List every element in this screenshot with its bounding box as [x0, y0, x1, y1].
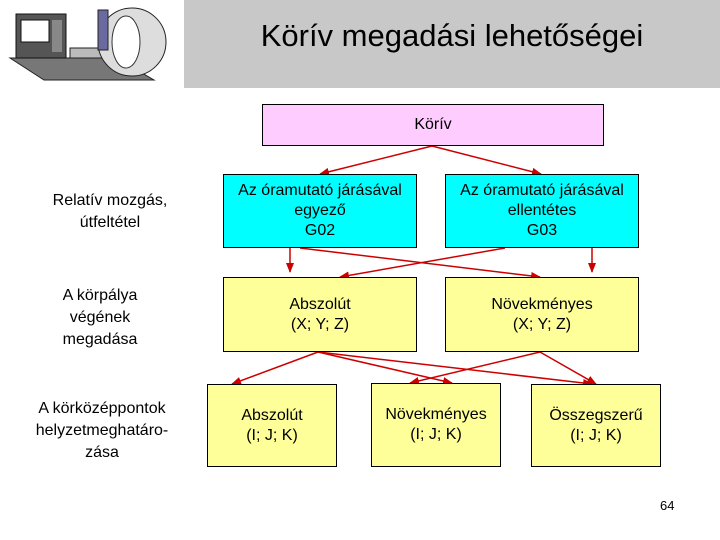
node-center-incremental — [371, 383, 501, 467]
page-title: Körív megadási lehetőségei — [260, 18, 644, 53]
side-label-row3-line3: zása — [85, 444, 119, 461]
arrow-inc-to-center-inc — [410, 352, 540, 383]
arrow-abs-to-center-abs — [232, 352, 318, 384]
side-label-row3-line1: A körközéppontok — [38, 400, 166, 417]
side-label-relative-motion — [10, 190, 210, 234]
root-node-koriv — [262, 104, 604, 146]
node-center-absolute-line2: (I; J; K) — [246, 426, 298, 444]
node-ccw-g03 — [445, 174, 639, 248]
node-ccw-code: G03 — [526, 222, 558, 239]
arrow-ccw-to-abs — [340, 248, 505, 277]
node-endpoint-incremental-line2: (X; Y; Z) — [512, 315, 572, 333]
side-label-row1-line2: útfeltétel — [79, 214, 141, 231]
node-ccw-line2: ellentétes — [507, 202, 577, 219]
node-center-summing-line1: Összegszerű — [549, 406, 643, 424]
node-endpoint-incremental — [445, 277, 639, 352]
node-center-incremental-line2: (I; J; K) — [410, 426, 462, 443]
page-number: 64 — [660, 498, 675, 513]
root-node-label: Körív — [414, 116, 452, 133]
node-endpoint-incremental-line1: Növekményes — [491, 295, 593, 313]
side-label-row2-line1: A körpálya — [62, 287, 138, 304]
node-endpoint-absolute — [223, 277, 417, 352]
side-label-center — [0, 398, 204, 464]
arrow-root-to-ccw — [432, 146, 541, 174]
node-center-absolute-line1: Abszolút — [241, 406, 303, 424]
node-cw-g02 — [223, 174, 417, 248]
side-label-row3-line2: helyzetmeghatáro- — [35, 422, 169, 439]
side-label-row1-line1: Relatív mozgás, — [52, 192, 168, 209]
arrow-root-to-cw — [320, 146, 432, 174]
node-center-summing-line2: (I; J; K) — [570, 426, 622, 444]
node-center-absolute — [207, 384, 337, 467]
arrow-abs-to-center-sum — [318, 352, 592, 384]
side-label-row2-line2: végének — [69, 309, 131, 326]
node-cw-code: G02 — [304, 222, 336, 239]
node-endpoint-absolute-line2: (X; Y; Z) — [290, 315, 350, 333]
node-endpoint-absolute-line1: Abszolút — [289, 295, 351, 313]
node-cw-line1: Az óramutató járásával — [238, 182, 402, 199]
node-center-summing — [531, 384, 661, 467]
side-label-endpoint — [0, 285, 200, 351]
node-cw-line2: egyező — [294, 202, 346, 219]
node-center-incremental-line1: Növekményes — [385, 406, 487, 423]
node-ccw-line1: Az óramutató járásával — [460, 182, 624, 199]
side-label-row2-line3: megadása — [62, 331, 138, 348]
